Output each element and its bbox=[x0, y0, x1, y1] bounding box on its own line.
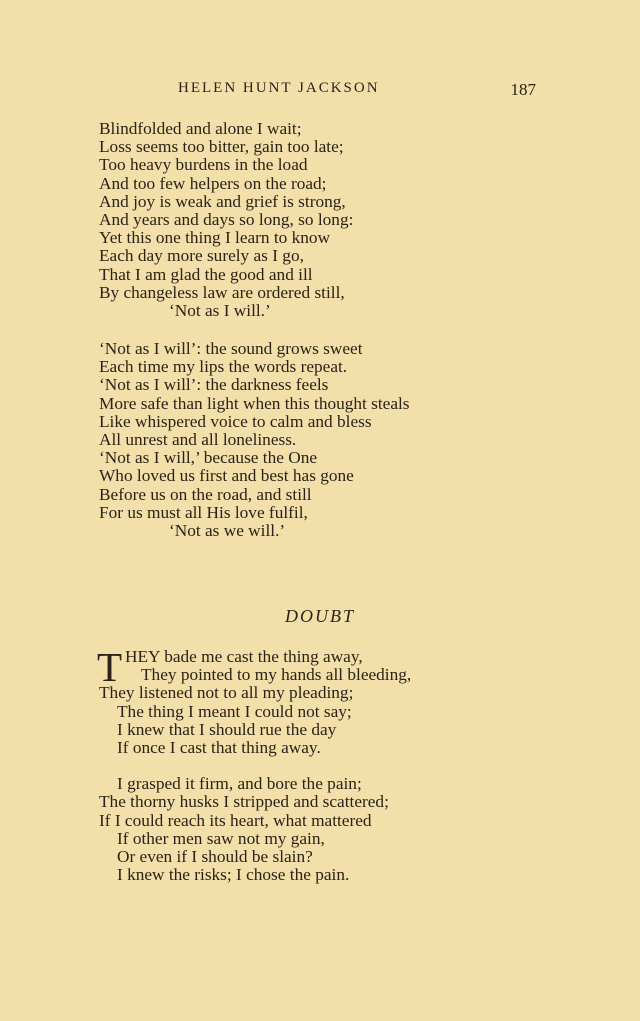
page-number: 187 bbox=[510, 80, 536, 99]
poem-line: The thorny husks I stripped and scattered; bbox=[99, 792, 389, 812]
poem2-stanza2 bbox=[99, 775, 539, 884]
poem-line: If once I cast that thing away. bbox=[117, 737, 321, 757]
poem-line: They listened not to all my pleading; bbox=[99, 683, 354, 703]
drop-cap: T bbox=[97, 644, 123, 690]
poem-line: ‘Not as I will’: the darkness feels bbox=[99, 375, 329, 395]
poem1-stanza1 bbox=[99, 120, 353, 320]
poem-line: All unrest and all loneliness. bbox=[99, 429, 297, 449]
poem-line: And too few helpers on the road; bbox=[99, 173, 327, 193]
poem-line: Blindfolded and alone I wait; bbox=[99, 119, 302, 138]
poem-line: ‘Not as I will’: the sound grows sweet bbox=[99, 339, 363, 358]
poem-line: For us must all His love fulfil, bbox=[99, 502, 308, 522]
poem-line: I knew the risks; I chose the pain. bbox=[117, 865, 350, 885]
poem1-stanza2 bbox=[99, 340, 410, 540]
poem-line: By changeless law are ordered still, bbox=[99, 282, 345, 302]
poem-line: Each time my lips the words repeat. bbox=[99, 357, 348, 377]
poem-line: Before us on the road, and still bbox=[99, 484, 312, 504]
poem2-body bbox=[97, 644, 539, 885]
poem-line: I knew that I should rue the day bbox=[117, 719, 337, 739]
poem-line: Yet this one thing I learn to know bbox=[99, 228, 331, 248]
poem-refrain: ‘Not as we will.’ bbox=[169, 520, 286, 540]
poem-line: Each day more surely as I go, bbox=[99, 246, 304, 266]
poem-line: More safe than light when this thought steals bbox=[99, 393, 410, 413]
poem-line: That I am glad the good and ill bbox=[99, 264, 313, 284]
poem-line: And years and days so long, so long: bbox=[99, 209, 354, 229]
poem-line: HEY bade me cast the thing away, bbox=[125, 647, 363, 666]
poem-line: ‘Not as I will,’ because the One bbox=[99, 448, 318, 468]
poem-line: I grasped it firm, and bore the pain; bbox=[117, 774, 362, 794]
poem-line: Or even if I should be slain? bbox=[117, 846, 313, 866]
poem-line: Who loved us first and best has gone bbox=[99, 466, 354, 486]
poem-line: Like whispered voice to calm and bless bbox=[99, 411, 372, 431]
poem-line: The thing I meant I could not say; bbox=[117, 701, 352, 721]
poem-line: If I could reach its heart, what mattered bbox=[99, 810, 372, 830]
poem-line: If other men saw not my gain, bbox=[117, 828, 325, 848]
poem-line: They pointed to my hands all bleeding, bbox=[141, 665, 412, 685]
poem-title: DOUBT bbox=[284, 606, 355, 626]
running-head: HELEN HUNT JACKSON bbox=[178, 80, 380, 96]
poem-line: Too heavy burdens in the load bbox=[99, 155, 308, 175]
poem-refrain: ‘Not as I will.’ bbox=[169, 300, 271, 320]
poem-line: Loss seems too bitter, gain too late; bbox=[99, 137, 344, 157]
page-header bbox=[0, 80, 640, 102]
poem-line: And joy is weak and grief is strong, bbox=[99, 191, 346, 211]
